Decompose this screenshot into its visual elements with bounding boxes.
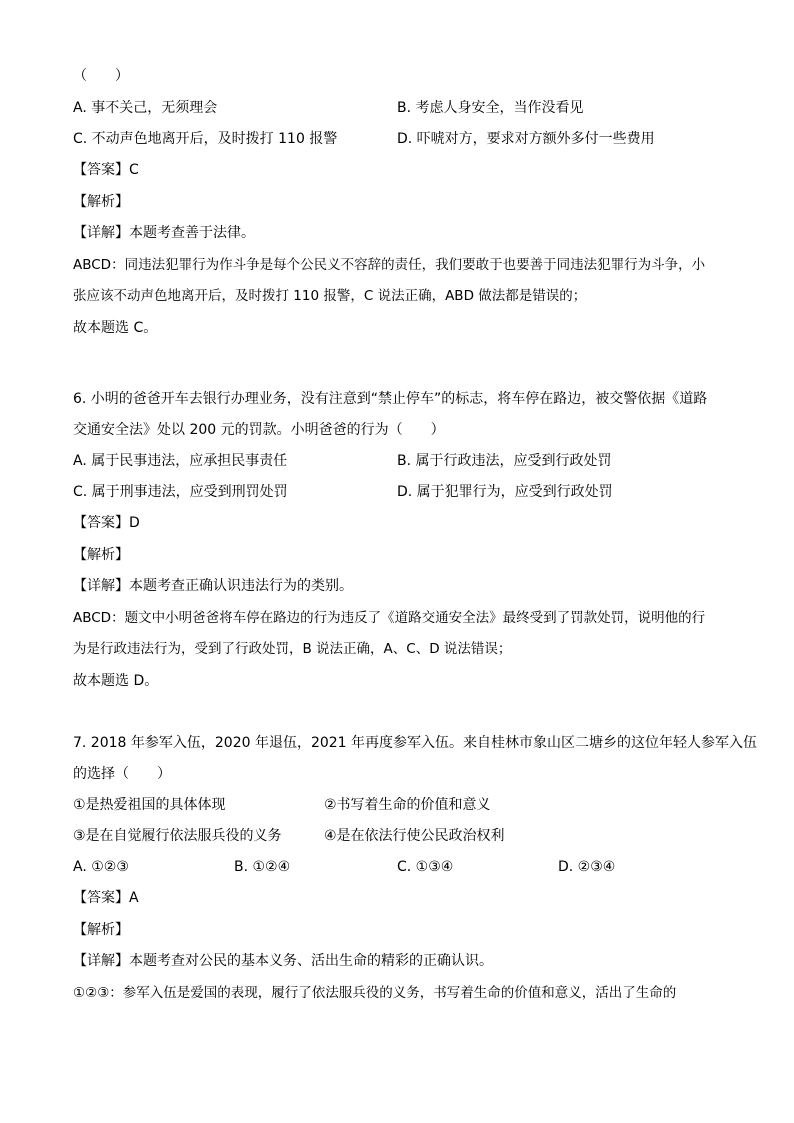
q5-conclusion: 故本题选 C。 bbox=[73, 320, 158, 336]
q6-analysis-heading: 【解析】 bbox=[73, 547, 129, 563]
q7-statement-2: ②书写着生命的价值和意义 bbox=[324, 797, 491, 813]
q6-explanation-line-2: 为是行政违法行为，受到了行政处罚，B 说法正确，A、C、D 说法错误； bbox=[73, 641, 512, 657]
q7-answer: 【答案】A bbox=[73, 890, 139, 906]
q6-conclusion: 故本题选 D。 bbox=[73, 673, 159, 689]
q6-stem-line-2: 交通安全法》处以 200 元的罚款。小明爸爸的行为（ ） bbox=[73, 422, 445, 438]
q7-statement-3: ③是在自觉履行依法服兵役的义务 bbox=[73, 828, 282, 844]
q5-option-a: A. 事不关己，无须理会 bbox=[73, 100, 218, 116]
q7-statement-4: ④是在依法行使公民政治权利 bbox=[324, 828, 505, 844]
q7-option-c: C. ①③④ bbox=[397, 859, 454, 875]
q5-analysis-heading: 【解析】 bbox=[73, 194, 129, 210]
q6-option-c: C. 属于刑事违法，应受到刑罚处罚 bbox=[73, 484, 288, 500]
q7-explanation-line-1: ①②③：参军入伍是爱国的表现，履行了依法服兵役的义务，书写着生命的价值和意义，活出了生命的 bbox=[73, 985, 677, 1001]
q5-explanation-line-1: ABCD：同违法犯罪行为作斗争是每个公民义不容辞的责任，我们要敢于也要善于同违法犯罪行为斗争，小 bbox=[73, 257, 706, 273]
q7-stem-line-1: 7. 2018 年参军入伍，2020 年退伍，2021 年再度参军入伍。来自桂林市象山区二塘乡的这位年轻人参军入伍 bbox=[73, 735, 758, 751]
q7-stem-line-2: 的选择（ ） bbox=[73, 766, 171, 782]
q5-stem-tail: （ ） bbox=[73, 68, 129, 84]
q7-option-b: B. ①②④ bbox=[234, 859, 291, 875]
q7-option-d: D. ②③④ bbox=[558, 859, 616, 875]
q6-stem-line-1: 6. 小明的爸爸开车去银行办理业务，没有注意到“禁止停车”的标志，将车停在路边，被交警依据《道路 bbox=[73, 391, 708, 407]
q5-answer: 【答案】C bbox=[73, 162, 139, 178]
q5-option-c: C. 不动声色地离开后，及时拨打 110 报警 bbox=[73, 131, 338, 147]
q7-detail: 【详解】本题考查对公民的基本义务、活出生命的精彩的正确认识。 bbox=[73, 953, 493, 969]
q6-option-b: B. 属于行政违法，应受到行政处罚 bbox=[397, 453, 612, 469]
q6-option-a: A. 属于民事违法，应承担民事责任 bbox=[73, 453, 288, 469]
q7-option-a: A. ①②③ bbox=[73, 859, 129, 875]
q5-explanation-line-2: 张应该不动声色地离开后，及时拨打 110 报警，C 说法正确，ABD 做法都是错误的； bbox=[73, 288, 587, 304]
q5-option-d: D. 吓唬对方，要求对方额外多付一些费用 bbox=[397, 131, 655, 147]
q7-statement-1: ①是热爱祖国的具体体现 bbox=[73, 797, 226, 813]
q7-analysis-heading: 【解析】 bbox=[73, 922, 129, 938]
q6-option-d: D. 属于犯罪行为，应受到行政处罚 bbox=[397, 484, 613, 500]
q5-option-b: B. 考虑人身安全，当作没看见 bbox=[397, 100, 584, 116]
q6-detail: 【详解】本题考查正确认识违法行为的类别。 bbox=[73, 578, 353, 594]
q5-detail: 【详解】本题考查善于法律。 bbox=[73, 225, 255, 241]
q6-answer: 【答案】D bbox=[73, 515, 140, 531]
q6-explanation-line-1: ABCD：题文中小明爸爸将车停在路边的行为违反了《道路交通安全法》最终受到了罚款处罚，说明他的行 bbox=[73, 610, 706, 626]
